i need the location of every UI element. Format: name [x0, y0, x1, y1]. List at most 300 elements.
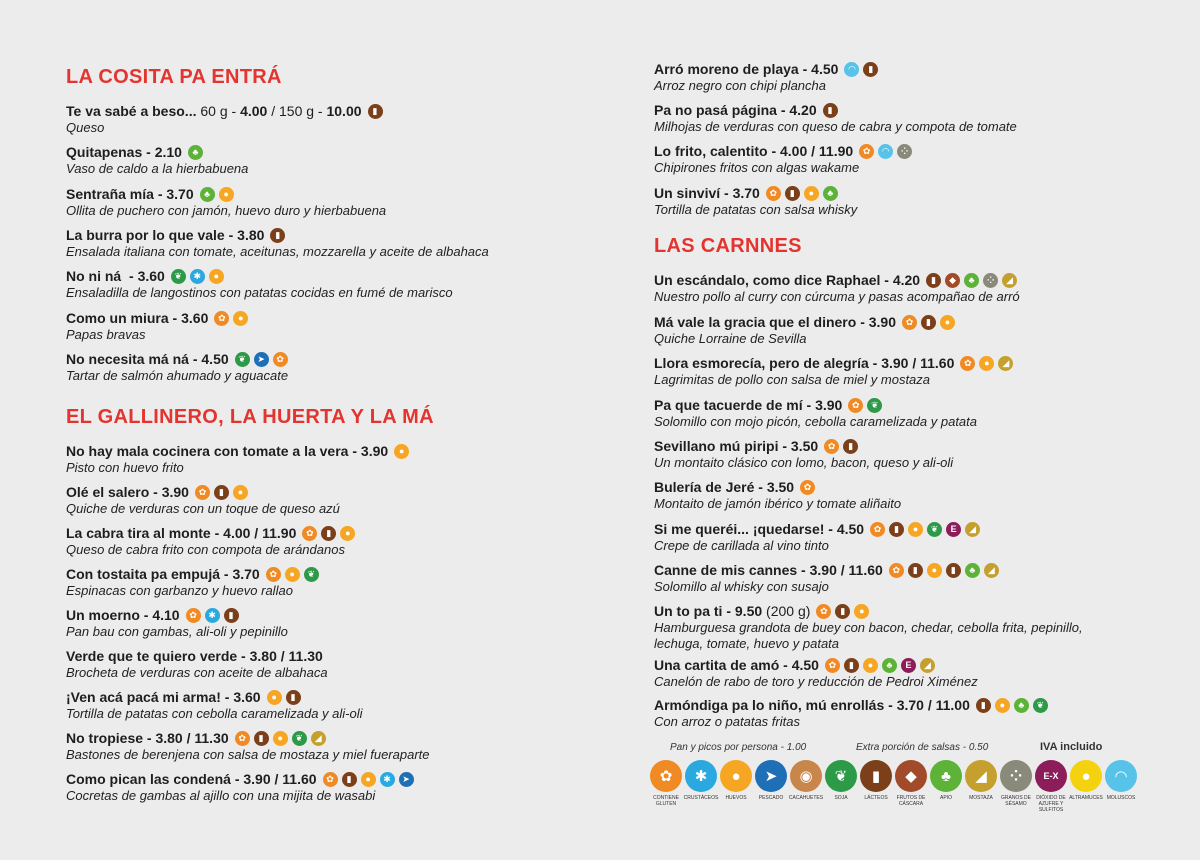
menu-item — [66, 103, 586, 136]
dish-price: 3.80 / 11.30 — [249, 648, 323, 664]
dish-description: Arroz negro con chipi plancha — [654, 78, 826, 93]
dish-name: Un sinviví - — [654, 184, 733, 201]
legend-label: PESCADO — [758, 795, 784, 801]
lacteos-icon: ▮ — [908, 563, 923, 578]
dish-price: 2.10 — [154, 144, 182, 161]
menu-item-title — [654, 185, 1174, 202]
dish-name: La cabra tira al monte - — [66, 525, 224, 541]
legend-label: ALTRAMUCES — [1069, 795, 1103, 801]
section-title: LA COSITA PA ENTRÁ — [66, 66, 282, 88]
dish-name: Sevillano mú piripi - — [654, 438, 791, 454]
huevos-icon: ● — [273, 731, 288, 746]
dish-name: Pa no pasá página - — [654, 102, 790, 119]
dish-name: Armóndiga pa lo niño, mú enrollás - — [654, 697, 897, 713]
allergen-icons — [889, 563, 999, 578]
soja-icon: ❦ — [867, 398, 882, 413]
dish-price: 4.00 / 11.90 — [223, 525, 297, 541]
soja-icon: ❦ — [235, 352, 250, 367]
menu-item — [66, 607, 586, 640]
dish-price: 3.70 — [166, 185, 194, 202]
legend-item — [755, 760, 787, 813]
menu-item-title — [654, 438, 1174, 455]
gluten-icon: ✿ — [800, 480, 815, 495]
allergen-icons — [368, 104, 383, 119]
allergen-icons — [926, 273, 1017, 288]
eggs-icon: ● — [720, 760, 752, 792]
menu-item — [66, 484, 586, 517]
legend-label: LÁCTEOS — [864, 795, 888, 801]
dish-name: Un escándalo, como dice Raphael - — [654, 272, 893, 288]
gluten-icon: ✿ — [195, 485, 210, 500]
dish-description: Tortilla de patatas con salsa whisky — [654, 201, 858, 217]
dish-description: Cocretas de gambas al ajillo con una mijita de wasabi — [66, 788, 376, 803]
apio-icon: ♣ — [823, 186, 838, 201]
menu-item — [66, 351, 586, 384]
dish-price: 3.90 / 11.60 — [809, 562, 883, 578]
menu-item-title — [654, 314, 1174, 331]
menu-item — [654, 521, 1174, 554]
sesamo-icon: ⁘ — [897, 144, 912, 159]
legend-label: MOLUSCOS — [1106, 795, 1136, 801]
dish-description: Vaso de caldo a la hierbabuena — [66, 161, 249, 177]
huevos-icon: ● — [927, 563, 942, 578]
dish-description: Hamburguesa grandota de buey con bacon, chedar, cebolla frita, pepinillo, — [654, 620, 1083, 635]
menu-item-title — [66, 648, 586, 665]
menu-item-title — [654, 61, 1174, 78]
dish-price: 3.60 — [181, 309, 209, 326]
menu-item — [66, 186, 586, 219]
legend-item — [1070, 760, 1102, 813]
menu-item — [654, 397, 1174, 430]
dish-name: Verde que te quiero verde - — [66, 648, 250, 664]
menu-item — [66, 730, 586, 763]
crustaceos-icon: ✱ — [190, 269, 205, 284]
lacteos-icon: ▮ — [254, 731, 269, 746]
gluten-icon: ✿ — [870, 522, 885, 537]
huevos-icon: ● — [940, 315, 955, 330]
dish-price: 4.50 — [811, 61, 839, 77]
dish-price: 3.70 — [232, 566, 260, 582]
dish-description: Lagrimitas de pollo con salsa de miel y mostaza — [654, 372, 931, 387]
dish-price: 4.00 — [240, 103, 268, 119]
menu-item — [66, 268, 586, 301]
dish-description: Pisto con huevo frito — [66, 460, 184, 475]
legend-label: DIÓXIDO DE AZUFRE Y SULFITOS — [1036, 795, 1066, 813]
menu-item-title — [654, 272, 1174, 289]
allergen-icons — [825, 658, 935, 673]
pescado-icon: ➤ — [254, 352, 269, 367]
dish-price: 3.80 — [237, 226, 265, 243]
dish-price: 3.80 / 11.30 — [155, 730, 229, 746]
mostaza-icon: ◢ — [1002, 273, 1017, 288]
menu-item — [654, 479, 1174, 512]
menu-item — [654, 102, 1174, 135]
sulphite-icon: E-X — [1035, 760, 1067, 792]
menu-item-title — [66, 484, 586, 501]
allergen-icons — [195, 485, 248, 500]
legend-item — [895, 760, 927, 813]
menu-item — [66, 771, 586, 804]
allergen-icons — [267, 690, 301, 705]
huevos-icon: ● — [995, 698, 1010, 713]
wheat-icon: ✿ — [650, 760, 682, 792]
legend-item — [965, 760, 997, 813]
dish-price: 3.60 — [233, 689, 261, 705]
menu-item-title — [66, 443, 586, 460]
lacteos-icon: ▮ — [889, 522, 904, 537]
dish-description: Pan bau con gambas, ali-oli y pepinillo — [66, 624, 288, 639]
legend-label: GRANOS DE SÉSAMO — [1000, 795, 1031, 807]
legend-item — [1000, 760, 1032, 813]
milk-icon: ▮ — [860, 760, 892, 792]
nut-icon: ◆ — [895, 760, 927, 792]
mustard-icon: ◢ — [965, 760, 997, 792]
menu-item — [66, 144, 586, 177]
soja-icon: ❦ — [927, 522, 942, 537]
dish-description: Brocheta de verduras con aceite de albahaca — [66, 665, 328, 680]
legend-item — [930, 760, 962, 813]
legend-item — [685, 760, 717, 813]
lacteos-icon: ▮ — [214, 485, 229, 500]
menu-item — [654, 314, 1174, 347]
dish-description: Tortilla de patatas con cebolla caramelizada y ali-oli — [66, 706, 363, 721]
dish-price: 3.90 — [360, 443, 389, 459]
peanut-icon: ◉ — [790, 760, 822, 792]
legend-label: HUEVOS — [725, 795, 747, 801]
pescado-icon: ➤ — [399, 772, 414, 787]
allergen-icons — [800, 480, 815, 495]
lupin-icon: ● — [1070, 760, 1102, 792]
gluten-icon: ✿ — [859, 144, 874, 159]
dish-description: Tartar de salmón ahumado y aguacate — [66, 367, 289, 383]
menu-item-title — [66, 310, 586, 327]
lacteos-icon: ▮ — [823, 103, 838, 118]
sulfitos-icon: E — [901, 658, 916, 673]
iva-note: IVA incluido — [1040, 741, 1103, 753]
allergen-icons — [823, 103, 838, 118]
lacteos-icon: ▮ — [976, 698, 991, 713]
dish-price: 3.50 — [766, 479, 795, 495]
huevos-icon: ● — [908, 522, 923, 537]
dish-price: 4.00 / 11.90 — [780, 143, 854, 160]
dish-name: Como un miura - — [66, 309, 182, 326]
lacteos-icon: ▮ — [921, 315, 936, 330]
lacteos-icon: ▮ — [286, 690, 301, 705]
allergen-icons — [960, 356, 1013, 371]
soja-icon: ❦ — [292, 731, 307, 746]
menu-item-title — [66, 607, 586, 624]
allergen-icons — [816, 604, 869, 619]
dish-description: Quiche de verduras con un toque de queso azú — [66, 501, 340, 516]
menu-item — [654, 603, 1174, 652]
gluten-icon: ✿ — [273, 352, 288, 367]
huevos-icon: ● — [979, 356, 994, 371]
legend-label: CACAHUETES — [788, 795, 824, 801]
legend-item — [1105, 760, 1137, 813]
dish-name: Bulería de Jeré - — [654, 479, 767, 495]
allergen-icons — [844, 62, 878, 77]
allergen-icons — [766, 186, 838, 201]
dish-description: Bastones de berenjena con salsa de mostaza y miel fueraparte — [66, 747, 430, 762]
allergen-icons — [902, 315, 955, 330]
dish-description: Milhojas de verduras con queso de cabra y compota de tomate — [654, 119, 1017, 135]
dish-name: Canne de mis cannes - — [654, 562, 810, 578]
huevos-icon: ● — [394, 444, 409, 459]
menu-item-title — [66, 689, 586, 706]
dish-size: 60 g - — [196, 103, 241, 119]
dish-price: 4.50 — [201, 350, 229, 367]
soy-icon: ❦ — [825, 760, 857, 792]
apio-icon: ♣ — [965, 563, 980, 578]
allergen-icons — [394, 444, 409, 459]
apio-icon: ♣ — [188, 145, 203, 160]
allergen-icons — [976, 698, 1048, 713]
legend-item — [825, 760, 857, 813]
menu-item — [66, 443, 586, 476]
dish-name: No ni ná - — [66, 268, 138, 285]
allergen-icons — [266, 567, 319, 582]
gluten-icon: ✿ — [902, 315, 917, 330]
dish-name: Olé el salero - — [66, 484, 162, 500]
allergen-icons — [824, 439, 858, 454]
gluten-icon: ✿ — [766, 186, 781, 201]
huevos-icon: ● — [804, 186, 819, 201]
dish-description: Montaito de jamón ibérico y tomate aliñaito — [654, 496, 902, 511]
dish-name: Un to pa ti - — [654, 603, 735, 619]
huevos-icon: ● — [361, 772, 376, 787]
dish-description: Nuestro pollo al curry con cúrcuma y pasas acompañao de arró — [654, 289, 1020, 304]
gluten-icon: ✿ — [323, 772, 338, 787]
menu-item — [66, 310, 586, 343]
menu-item-title — [654, 355, 1174, 372]
dish-name: No tropiese - — [66, 730, 156, 746]
menu-item-title — [66, 227, 586, 244]
dish-description: Espinacas con garbanzo y huevo rallao — [66, 583, 293, 598]
section-title: EL GALLINERO, LA HUERTA Y LA MÁ — [66, 406, 434, 428]
crustaceos-icon: ✱ — [205, 608, 220, 623]
dish-size: (200 g) — [762, 603, 811, 619]
moluscos-icon: ◠ — [878, 144, 893, 159]
dish-price: 9.50 — [734, 603, 763, 619]
menu-item-title — [654, 603, 1174, 620]
dish-name: Sentraña mía - — [66, 185, 167, 202]
allergen-legend — [650, 760, 1137, 813]
gluten-icon: ✿ — [825, 658, 840, 673]
allergen-icons — [859, 144, 912, 159]
dish-price: 3.70 / 11.00 — [896, 697, 970, 713]
section-title: LAS CARNNES — [654, 235, 802, 257]
menu-item — [654, 185, 1174, 218]
menu-item-title — [66, 525, 586, 542]
menu-item — [654, 143, 1174, 176]
sesamo-icon: ⁘ — [983, 273, 998, 288]
dish-description: Chipirones fritos con algas wakame — [654, 160, 860, 176]
menu-item-title — [66, 268, 586, 285]
menu-item-title — [66, 351, 586, 368]
allergen-icons — [870, 522, 980, 537]
dish-name: Si me queréi... ¡quedarse! - — [654, 521, 837, 537]
menu-item — [66, 566, 586, 599]
menu-item-title — [654, 102, 1174, 119]
dish-price: 10.00 — [326, 103, 362, 119]
lacteos-icon: ▮ — [946, 563, 961, 578]
legend-item — [1035, 760, 1067, 813]
apio-icon: ♣ — [964, 273, 979, 288]
allergen-icons — [188, 145, 203, 160]
bread-price-note: Pan y picos por persona - 1.00 — [670, 742, 807, 753]
dish-description: Queso — [66, 120, 105, 135]
dish-name: La burra por lo que vale - — [66, 226, 238, 243]
crustaceos-icon: ✱ — [380, 772, 395, 787]
gluten-icon: ✿ — [816, 604, 831, 619]
mostaza-icon: ◢ — [984, 563, 999, 578]
allergen-icons — [186, 608, 239, 623]
gluten-icon: ✿ — [960, 356, 975, 371]
dish-name: Pa que tacuerde de mí - — [654, 397, 816, 413]
allergen-icons — [235, 352, 288, 367]
dish-name: Te va sabé a beso... — [66, 103, 197, 119]
huevos-icon: ● — [219, 187, 234, 202]
menu-item-title — [66, 103, 586, 120]
lacteos-icon: ▮ — [835, 604, 850, 619]
allergen-icons — [270, 228, 285, 243]
menu-item-title — [66, 186, 586, 203]
menu-item — [654, 438, 1174, 471]
dish-price: 3.90 — [815, 397, 843, 413]
lacteos-icon: ▮ — [843, 439, 858, 454]
dish-price: 4.50 — [791, 657, 819, 673]
dish-name: ¡Ven acá pacá mi arma! - — [66, 689, 234, 705]
dish-name: Como pican las condená - — [66, 771, 244, 787]
dish-description: Queso de cabra frito con compota de arándanos — [66, 542, 345, 557]
menu-item-title — [654, 397, 1174, 414]
fish-icon: ➤ — [755, 760, 787, 792]
huevos-icon: ● — [863, 658, 878, 673]
huevos-icon: ● — [209, 269, 224, 284]
gluten-icon: ✿ — [848, 398, 863, 413]
dish-name: No hay mala cocinera con tomate a la vera - — [66, 443, 361, 459]
legend-item — [790, 760, 822, 813]
gluten-icon: ✿ — [266, 567, 281, 582]
legend-label: CRUSTÁCEOS — [683, 795, 719, 801]
gluten-icon: ✿ — [235, 731, 250, 746]
dish-price: 3.90 / 11.60 — [881, 355, 955, 371]
soja-icon: ❦ — [304, 567, 319, 582]
menu-item — [654, 657, 1174, 690]
extra-sauce-note: Extra porción de salsas - 0.50 — [856, 742, 989, 753]
menu-item — [654, 562, 1174, 595]
lacteos-icon: ▮ — [321, 526, 336, 541]
dish-price: 3.90 — [161, 484, 189, 500]
dish-name: Con tostaita pa empujá - — [66, 566, 233, 582]
dish-name: Arró moreno de playa - — [654, 61, 812, 77]
crab-icon: ✱ — [685, 760, 717, 792]
apio-icon: ♣ — [1014, 698, 1029, 713]
shell-icon: ◠ — [1105, 760, 1137, 792]
menu-item — [66, 689, 586, 722]
menu-item-title — [66, 730, 586, 747]
dish-name: Má vale la gracia que el dinero - — [654, 314, 869, 330]
huevos-icon: ● — [267, 690, 282, 705]
soja-icon: ❦ — [1033, 698, 1048, 713]
dish-description: Solomillo al whisky con susajo — [654, 579, 829, 594]
dish-name: Quitapenas - — [66, 144, 155, 161]
huevos-icon: ● — [854, 604, 869, 619]
menu-item — [66, 648, 586, 681]
menu-item-title — [66, 771, 586, 788]
huevos-icon: ● — [233, 485, 248, 500]
allergen-icons — [848, 398, 882, 413]
allergen-icons — [302, 526, 355, 541]
dish-description: Ensalada italiana con tomate, aceitunas, mozzarella y aceite de albahaca — [66, 243, 489, 259]
menu-item-title — [654, 657, 1174, 674]
dish-price: 4.10 — [152, 607, 180, 623]
allergen-icons — [235, 731, 326, 746]
dish-price: 4.20 — [892, 272, 921, 288]
dish-description: Un montaito clásico con lomo, bacon, queso y ali-oli — [654, 455, 954, 470]
dish-name: Lo frito, calentito - — [654, 143, 780, 160]
gluten-icon: ✿ — [186, 608, 201, 623]
dish-price: 4.50 — [836, 521, 865, 537]
menu-item-title — [654, 143, 1174, 160]
apio-icon: ♣ — [882, 658, 897, 673]
dish-description: Ollita de puchero con jamón, huevo duro y hierbabuena — [66, 202, 387, 218]
lacteos-icon: ▮ — [926, 273, 941, 288]
lacteos-icon: ▮ — [863, 62, 878, 77]
allergen-icons — [214, 311, 248, 326]
menu-item-title — [66, 566, 586, 583]
sesame-icon: ⁘ — [1000, 760, 1032, 792]
legend-label: MOSTAZA — [969, 795, 993, 801]
frutos-icon: ◆ — [945, 273, 960, 288]
dish-description: Ensaladilla de langostinos con patatas cocidas en fumé de marisco — [66, 285, 453, 301]
mostaza-icon: ◢ — [998, 356, 1013, 371]
lacteos-icon: ▮ — [270, 228, 285, 243]
dish-description: Con arroz o patatas fritas — [654, 714, 800, 729]
gluten-icon: ✿ — [214, 311, 229, 326]
apio-icon: ♣ — [200, 187, 215, 202]
dish-price: 3.50 — [790, 438, 819, 454]
dish-description: Papas bravas — [66, 326, 146, 342]
menu-item-title — [66, 144, 586, 161]
dish-name: Llora esmorecía, pero de alegría - — [654, 355, 882, 371]
dish-name: Una cartita de amó - — [654, 657, 792, 673]
menu-item — [66, 227, 586, 260]
huevos-icon: ● — [285, 567, 300, 582]
dish-price: 3.90 / 11.60 — [243, 771, 317, 787]
mostaza-icon: ◢ — [920, 658, 935, 673]
legend-item — [720, 760, 752, 813]
dish-price: 4.20 — [789, 102, 817, 119]
menu-item-title — [654, 479, 1174, 496]
dish-description: Canelón de rabo de toro y reducción de Pedroi Ximénez — [654, 674, 978, 689]
dish-description: Quiche Lorraine de Sevilla — [654, 331, 807, 346]
gluten-icon: ✿ — [824, 439, 839, 454]
dish-name: No necesita má ná - — [66, 350, 202, 367]
celery-icon: ♣ — [930, 760, 962, 792]
allergen-icons — [200, 187, 234, 202]
dish-description: lechuga, tomate, huevo y patata — [654, 636, 840, 651]
legend-item — [650, 760, 682, 813]
dish-description: Solomillo con mojo picón, cebolla caramelizada y patata — [654, 414, 978, 429]
legend-label: FRUTOS DE CÁSCARA — [896, 795, 926, 807]
legend-label: APIO — [940, 795, 952, 801]
huevos-icon: ● — [340, 526, 355, 541]
legend-item — [860, 760, 892, 813]
lacteos-icon: ▮ — [342, 772, 357, 787]
moluscos-icon: ◠ — [844, 62, 859, 77]
legend-label: SOJA — [834, 795, 848, 801]
